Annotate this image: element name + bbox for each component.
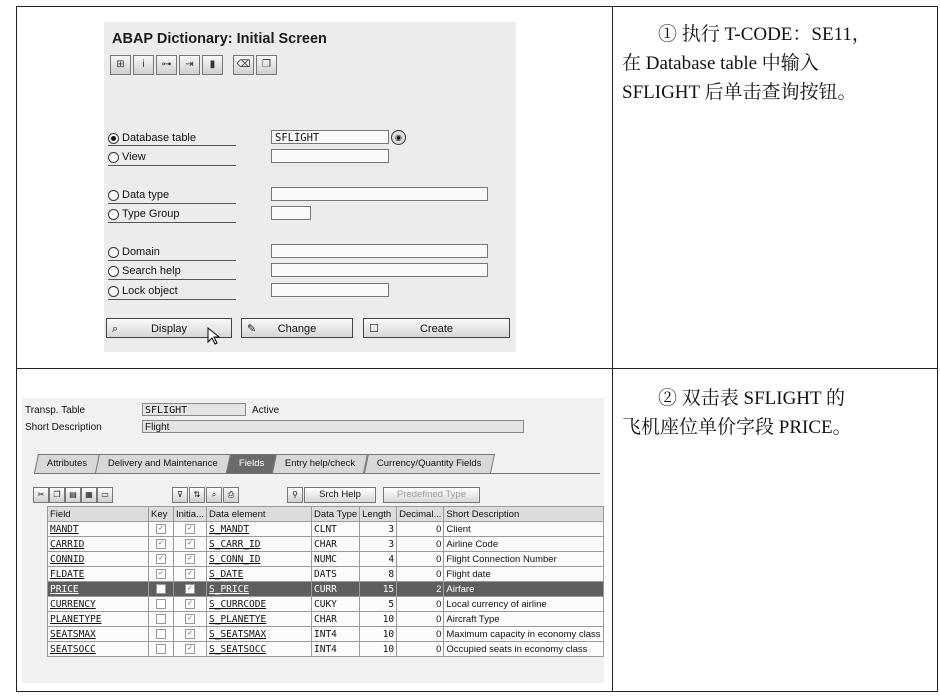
pencil-icon: ✎	[247, 323, 257, 335]
radio-icon[interactable]	[108, 286, 119, 297]
find-icon[interactable]: ⌕	[206, 487, 222, 503]
change-button[interactable]: ✎ Change	[241, 318, 353, 338]
database-table-input[interactable]: SFLIGHT	[271, 130, 389, 144]
key-checkbox[interactable]	[156, 644, 166, 654]
table-row[interactable]: CARRID ✓ ✓ S_CARR_ID CHAR 3 0 Airline Code	[48, 537, 604, 552]
key-checkbox[interactable]: ✓	[156, 554, 166, 564]
step1-instruction: ① 执行 T-CODE：SE11， 在 Database table 中输入 SFLIGHT 后单击查询按钮。	[622, 24, 871, 103]
col-data-type[interactable]: Data Type	[312, 507, 360, 522]
key-checkbox[interactable]	[156, 614, 166, 624]
sort-icon[interactable]: ⇅	[189, 487, 205, 503]
delete-row-icon[interactable]: ▭	[97, 487, 113, 503]
tab-fields[interactable]: Fields	[226, 454, 277, 473]
key-checkbox[interactable]	[156, 599, 166, 609]
lock-object-input[interactable]	[271, 283, 389, 297]
delete-icon[interactable]: ⌫	[233, 55, 254, 75]
tab-underline	[34, 473, 600, 474]
key-checkbox[interactable]: ✓	[156, 539, 166, 549]
srch-help-button[interactable]: Srch Help	[304, 487, 376, 503]
info-icon[interactable]: i	[133, 55, 154, 75]
key-checkbox[interactable]: ✓	[156, 569, 166, 579]
tab-delivery-maintenance[interactable]: Delivery and Maintenance	[95, 454, 231, 473]
initial-checkbox[interactable]: ✓	[185, 524, 195, 534]
create-button[interactable]: ☐ Create	[363, 318, 510, 338]
option-label: Domain	[122, 246, 160, 258]
initial-checkbox[interactable]: ✓	[185, 539, 195, 549]
table-header	[48, 507, 604, 522]
new-document-icon: ☐	[369, 323, 379, 335]
option-label: Search help	[122, 265, 181, 277]
col-decimal[interactable]: Decimal...	[397, 507, 444, 522]
status-label: Active	[252, 405, 280, 416]
data-type-input[interactable]	[271, 187, 488, 201]
tab-attributes[interactable]: Attributes	[34, 454, 100, 473]
column-divider	[612, 6, 613, 691]
display-button[interactable]: ⌕ Display	[106, 318, 232, 338]
insert-row-icon[interactable]: ▦	[81, 487, 97, 503]
option-domain[interactable]	[108, 246, 160, 258]
table-row[interactable]: MANDT ✓ ✓ S_MANDT CLNT 3 0 Client	[48, 522, 604, 537]
table-fields-screen	[22, 398, 604, 683]
table-row-selected[interactable]: PRICE ✓ S_PRICE CURR 15 2 Airfare	[48, 582, 604, 597]
option-view[interactable]	[108, 151, 146, 163]
price-field[interactable]: PRICE	[48, 582, 149, 597]
filter-icon[interactable]: ⊽	[172, 487, 188, 503]
table-row[interactable]: SEATSOCC ✓ S_SEATSOCC INT4 10 0 Occupied seats in economy class	[48, 642, 604, 657]
col-initial[interactable]: Initia...	[174, 507, 207, 522]
srch-help-icon[interactable]: ⚲	[287, 487, 303, 503]
radio-icon[interactable]	[108, 209, 119, 220]
other-object-icon[interactable]: ⊞	[110, 55, 131, 75]
transp-table-value: SFLIGHT	[142, 403, 246, 416]
search-icon[interactable]: ◉	[391, 130, 406, 145]
copy-icon[interactable]: ❐	[49, 487, 65, 503]
toolbar	[110, 55, 277, 75]
short-description-value: Flight	[142, 420, 524, 433]
table-row[interactable]: FLDATE ✓ ✓ S_DATE DATS 8 0 Flight date	[48, 567, 604, 582]
option-label: Type Group	[122, 208, 180, 220]
short-description-label: Short Description	[25, 422, 102, 433]
table-row[interactable]: PLANETYPE ✓ S_PLANETYE CHAR 10 0 Aircraft Type	[48, 612, 604, 627]
domain-input[interactable]	[271, 244, 488, 258]
col-field[interactable]: Field	[48, 507, 149, 522]
display-object-icon[interactable]: ▮	[202, 55, 223, 75]
paste-icon[interactable]: ▤	[65, 487, 81, 503]
se11-initial-screen	[104, 22, 516, 352]
option-database-table[interactable]	[108, 132, 196, 144]
radio-selected-icon[interactable]	[108, 133, 119, 144]
row-divider	[16, 368, 937, 369]
type-group-input[interactable]	[271, 206, 311, 220]
hierarchy-icon[interactable]: ⊶	[156, 55, 177, 75]
key-checkbox[interactable]	[156, 584, 166, 594]
col-length[interactable]: Length	[360, 507, 397, 522]
radio-icon[interactable]	[108, 152, 119, 163]
view-input[interactable]	[271, 149, 389, 163]
initial-checkbox[interactable]: ✓	[185, 599, 195, 609]
step2-instruction: ② 双击表 SFLIGHT 的 飞机座位单价字段 PRICE。	[622, 388, 852, 438]
col-key[interactable]: Key	[149, 507, 174, 522]
radio-icon[interactable]	[108, 266, 119, 277]
initial-checkbox[interactable]: ✓	[185, 569, 195, 579]
initial-checkbox[interactable]: ✓	[185, 614, 195, 624]
option-label: Database table	[122, 132, 196, 144]
radio-icon[interactable]	[108, 190, 119, 201]
table-row[interactable]: CONNID ✓ ✓ S_CONN_ID NUMC 4 0 Flight Connection Number	[48, 552, 604, 567]
option-label: Lock object	[122, 285, 178, 297]
screen-title: ABAP Dictionary: Initial Screen	[112, 31, 327, 47]
predefined-type-button[interactable]: Predefined Type	[383, 487, 480, 503]
table-row[interactable]: CURRENCY ✓ S_CURRCODE CUKY 5 0 Local currency of airline	[48, 597, 604, 612]
option-label: Data type	[122, 189, 170, 201]
cut-icon[interactable]: ✂	[33, 487, 49, 503]
fields-table	[47, 506, 604, 657]
col-short-description[interactable]: Short Description	[444, 507, 603, 522]
mouse-cursor-icon	[207, 327, 221, 345]
option-search-help[interactable]	[108, 265, 181, 277]
option-type-group[interactable]	[108, 208, 179, 220]
key-checkbox[interactable]	[156, 629, 166, 639]
initial-checkbox[interactable]: ✓	[185, 644, 195, 654]
print-icon[interactable]: ⎙	[223, 487, 239, 503]
tab-currency-quantity[interactable]: Currency/Quantity Fields	[364, 454, 495, 473]
tab-strip	[36, 454, 491, 473]
transp-table-label: Transp. Table	[25, 405, 86, 416]
key-checkbox[interactable]: ✓	[156, 524, 166, 534]
glasses-icon: ⌕	[112, 323, 119, 335]
where-used-icon[interactable]: ⇥	[179, 55, 200, 75]
tab-entry-help[interactable]: Entry help/check	[272, 454, 368, 473]
radio-icon[interactable]	[108, 247, 119, 258]
initial-checkbox[interactable]: ✓	[185, 554, 195, 564]
option-lock-object[interactable]	[108, 285, 178, 297]
table-row[interactable]: SEATSMAX ✓ S_SEATSMAX INT4 10 0 Maximum capacity in economy class	[48, 627, 604, 642]
copy-icon[interactable]: ❐	[256, 55, 277, 75]
initial-checkbox[interactable]: ✓	[185, 629, 195, 639]
initial-checkbox[interactable]: ✓	[185, 584, 195, 594]
option-label: View	[122, 151, 146, 163]
col-data-element[interactable]: Data element	[207, 507, 312, 522]
search-help-input[interactable]	[271, 263, 488, 277]
option-data-type[interactable]	[108, 189, 169, 201]
